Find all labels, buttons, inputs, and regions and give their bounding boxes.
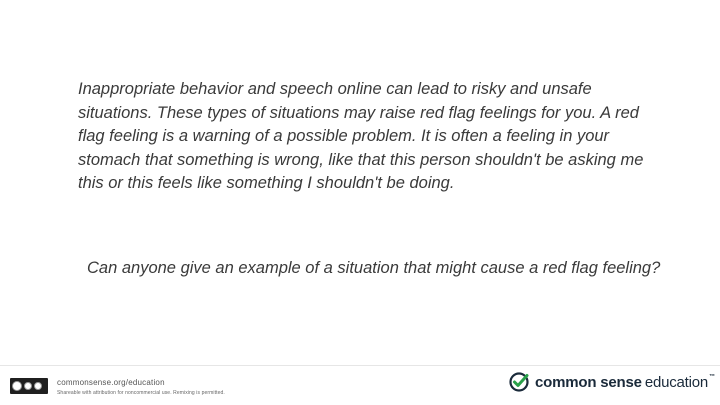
attribution-icon: [24, 382, 32, 390]
cc-circle-icon: [12, 381, 22, 391]
noncommercial-icon: [34, 382, 42, 390]
checkmark-logo-icon: [508, 371, 530, 393]
logo-wordmark: [535, 374, 715, 391]
main-paragraph: Inappropriate behavior and speech online can lead to risky and unsafe situations. These types of situations may raise red flag feelings for you. A red flag feeling is a warning of a possible problem. It is often a feeling in your stomach that something is wrong, like that this person shouldn't be asking me this or this feels like something I shouldn't be doing.: [78, 80, 644, 193]
common-sense-education-logo: [508, 371, 715, 393]
footer-license-text: Shareable with attribution for noncommercial use. Remixing is permitted.: [57, 390, 225, 396]
creative-commons-license-icon: [10, 378, 48, 394]
logo-trademark: ™: [709, 373, 715, 380]
footer-divider: [0, 365, 720, 366]
logo-suffix: education: [644, 373, 709, 391]
logo-brand: common sense: [535, 373, 642, 391]
footer-url[interactable]: commonsense.org/education: [57, 378, 165, 387]
discussion-question: Can anyone give an example of a situation that might cause a red flag feeling?: [87, 259, 661, 277]
